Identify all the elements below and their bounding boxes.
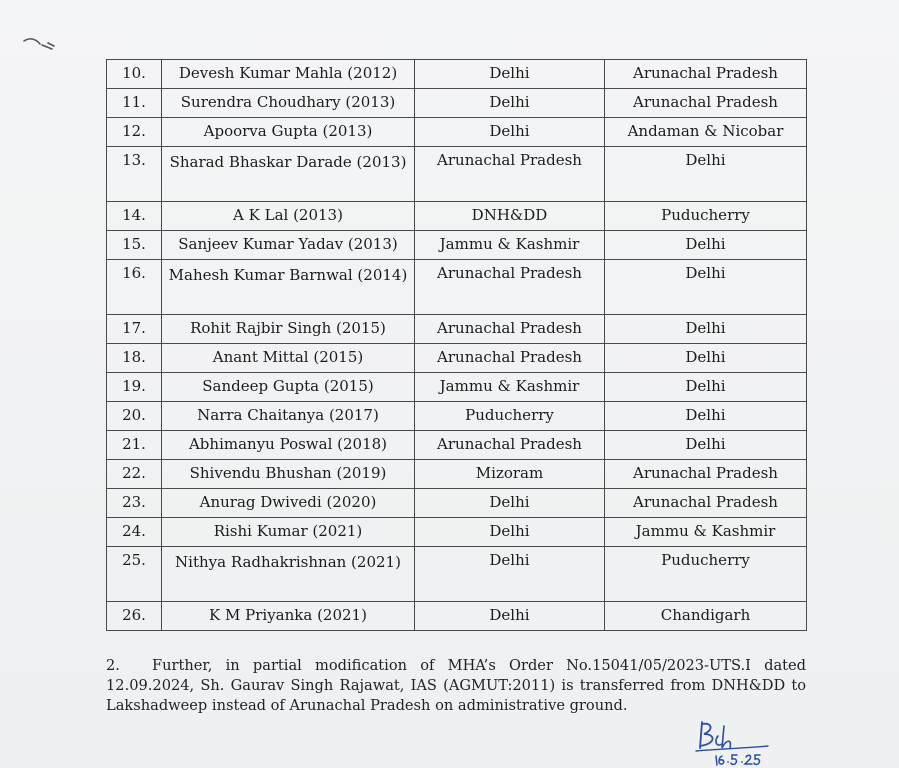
officer-name-cell: Rishi Kumar (2021) [162,518,415,547]
officer-name-cell: Nithya Radhakrishnan (2021) [162,547,415,602]
serial-number-cell: 11. [107,89,162,118]
serial-number-cell: 12. [107,118,162,147]
paragraph-text: Further, in partial modification of MHA’s Order No.15041/05/2023-UTS.I dated 12.09.2024, Sh. Gaurav Singh Rajawat, IAS (AGMUT:2011) is transferred from DNH&DD to Lakshadweep instead of Arunachal Pradesh on administrative ground. [106,657,806,714]
to-cadre-cell: Chandigarh [605,602,807,631]
from-cadre-cell: DNH&DD [415,202,605,231]
from-cadre-cell: Arunachal Pradesh [415,147,605,202]
scan-mark [22,35,58,55]
table-row [107,489,807,518]
table-row [107,460,807,489]
officer-name-cell: K M Priyanka (2021) [162,602,415,631]
from-cadre-cell: Delhi [415,518,605,547]
table-row [107,602,807,631]
from-cadre-cell: Mizoram [415,460,605,489]
officer-name-cell: Shivendu Bhushan (2019) [162,460,415,489]
from-cadre-cell: Jammu & Kashmir [415,373,605,402]
officer-name-cell: Abhimanyu Poswal (2018) [162,431,415,460]
serial-number-cell: 24. [107,518,162,547]
officer-name-cell: A K Lal (2013) [162,202,415,231]
from-cadre-cell: Puducherry [415,402,605,431]
table-row [107,89,807,118]
to-cadre-cell: Jammu & Kashmir [605,518,807,547]
serial-number-cell: 26. [107,602,162,631]
to-cadre-cell: Delhi [605,431,807,460]
to-cadre-cell: Delhi [605,344,807,373]
serial-number-cell: 15. [107,231,162,260]
from-cadre-cell: Delhi [415,89,605,118]
to-cadre-cell: Delhi [605,231,807,260]
table-row [107,547,807,602]
to-cadre-cell: Arunachal Pradesh [605,89,807,118]
to-cadre-cell: Delhi [605,373,807,402]
serial-number-cell: 19. [107,373,162,402]
officer-name-cell: Rohit Rajbir Singh (2015) [162,315,415,344]
to-cadre-cell: Arunachal Pradesh [605,489,807,518]
officer-name-cell: Devesh Kumar Mahla (2012) [162,60,415,89]
serial-number-cell: 23. [107,489,162,518]
serial-number-cell: 25. [107,547,162,602]
officer-name-cell: Narra Chaitanya (2017) [162,402,415,431]
table-row [107,118,807,147]
transfer-table-body [107,60,807,631]
table-row [107,344,807,373]
from-cadre-cell: Arunachal Pradesh [415,344,605,373]
from-cadre-cell: Arunachal Pradesh [415,260,605,315]
to-cadre-cell: Puducherry [605,547,807,602]
officer-name-cell: Anurag Dwivedi (2020) [162,489,415,518]
officer-name-cell: Sharad Bhaskar Darade (2013) [162,147,415,202]
officer-name-cell: Anant Mittal (2015) [162,344,415,373]
table-row [107,402,807,431]
to-cadre-cell: Delhi [605,402,807,431]
serial-number-cell: 14. [107,202,162,231]
officer-name-cell: Sanjeev Kumar Yadav (2013) [162,231,415,260]
table-row [107,231,807,260]
serial-number-cell: 16. [107,260,162,315]
table-row [107,431,807,460]
from-cadre-cell: Delhi [415,118,605,147]
serial-number-cell: 21. [107,431,162,460]
from-cadre-cell: Delhi [415,60,605,89]
serial-number-cell: 20. [107,402,162,431]
paragraph-number: 2. [106,657,120,674]
from-cadre-cell: Jammu & Kashmir [415,231,605,260]
serial-number-cell: 22. [107,460,162,489]
to-cadre-cell: Andaman & Nicobar [605,118,807,147]
to-cadre-cell: Arunachal Pradesh [605,60,807,89]
table-row [107,60,807,89]
from-cadre-cell: Delhi [415,489,605,518]
to-cadre-cell: Delhi [605,147,807,202]
from-cadre-cell: Delhi [415,602,605,631]
table-row [107,260,807,315]
from-cadre-cell: Delhi [415,547,605,602]
to-cadre-cell: Puducherry [605,202,807,231]
to-cadre-cell: Delhi [605,260,807,315]
paragraph-2 [106,656,806,716]
from-cadre-cell: Arunachal Pradesh [415,315,605,344]
table-row [107,373,807,402]
officer-name-cell: Apoorva Gupta (2013) [162,118,415,147]
to-cadre-cell: Arunachal Pradesh [605,460,807,489]
table-row [107,518,807,547]
officer-name-cell: Sandeep Gupta (2015) [162,373,415,402]
serial-number-cell: 18. [107,344,162,373]
officer-name-cell: Surendra Choudhary (2013) [162,89,415,118]
serial-number-cell: 17. [107,315,162,344]
to-cadre-cell: Delhi [605,315,807,344]
serial-number-cell: 13. [107,147,162,202]
officer-name-cell: Mahesh Kumar Barnwal (2014) [162,260,415,315]
from-cadre-cell: Arunachal Pradesh [415,431,605,460]
table-row [107,315,807,344]
serial-number-cell: 10. [107,60,162,89]
handwritten-signature [688,718,783,766]
table-row [107,202,807,231]
transfer-table [106,59,807,631]
table-row [107,147,807,202]
